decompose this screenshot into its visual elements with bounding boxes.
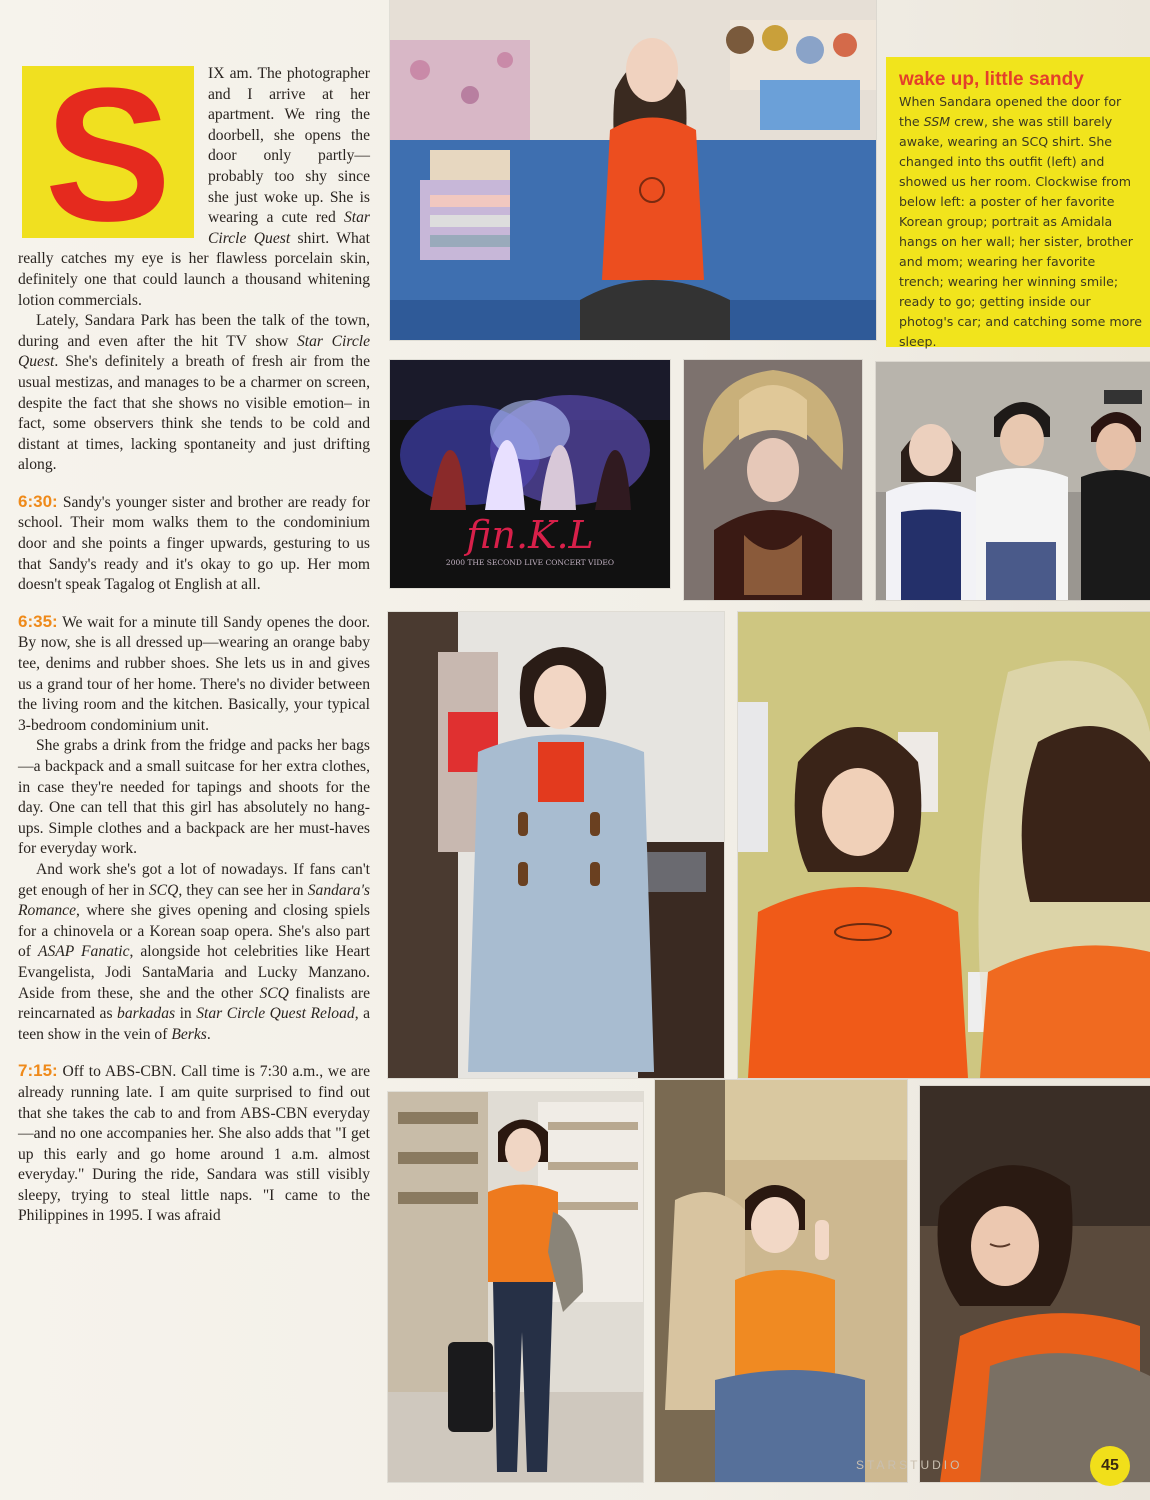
page-number: 45 <box>1090 1446 1130 1486</box>
paragraph-630: 6:30: Sandy's younger sister and brother are ready for school. Their mom walks them to the condominium door and she points a finger upwards, gesturing to us that Sandy's ready and it's okay to go up. Her mom doesn't speak Tagalog ot English at all. <box>18 491 370 594</box>
poster-subtitle: 2000 THE SECOND LIVE CONCERT VIDEO <box>445 558 615 567</box>
timestamp-630: 6:30: <box>18 491 58 511</box>
photo-family <box>876 362 1150 600</box>
paragraph-lately: Lately, Sandara Park has been the talk of the town, during and even after the hit TV show Star Circle Quest. She's definitely a breath of fresh air from the usual mestizas, and manages to be a charmer on screen, despite the fact that she shows no visible emotion– in fact, some observers think she tends to be cold and distant at times, lacking spontaneity and just drifting along. <box>18 312 370 474</box>
drop-cap <box>22 49 194 261</box>
photo-amidala-portrait <box>684 360 862 600</box>
photo-trench-coat <box>388 612 724 1078</box>
poster-title: fin.K.L <box>466 513 594 557</box>
article-body <box>18 49 371 1227</box>
photo-concert-poster <box>390 360 670 588</box>
timestamp-715: 7:15: <box>18 1061 58 1081</box>
caption-text: When Sandara opened the door for the SSM crew, she was still barely awake, wearing an SCQ shirt. She changed into ths outfit (left) and showed us her room. Clockwise from below left: a poster of her favorite Korean group; portrait as Amidala hangs on her wall; her sister, brother and mom; wearing her favorite trench; wearing her winning smile; ready to go; getting inside our photog's car; and catching some more sleep. <box>899 94 1142 349</box>
photo-ready-to-go <box>388 1092 643 1482</box>
caption-box <box>886 57 1150 347</box>
drop-cap-letter: S <box>44 49 172 261</box>
paragraph-intro: IX am. The photographer and I arrive at her apartment. We ring the doorbell, she opens the door only partly—probably too shy since she just woke up. She is wearing a cute red Star Circle Quest shirt. What really catches my eye is her flawless porcelain skin, definitely one that could launch a thousand whitening lotion commercials. <box>18 65 370 309</box>
caption-title: wake up, little sandy <box>899 69 1084 90</box>
photo-sleeping <box>920 1086 1150 1482</box>
photo-bedroom <box>390 0 876 340</box>
paragraph-drink: She grabs a drink from the fridge and packs her bags—a backpack and a small suitcase for her extra clothes, in case they're needed for tapings and shoots for the day. One can tell that this girl has absolutely no hang-ups. Simple clothes and a backpack are her must-haves for everyday work. <box>18 737 370 858</box>
paragraph-work: And work she's got a lot of nowadays. If fans can't get enough of her in SCQ, they can see her in Sandara's Romance, where she gives opening and closing spiels for a chinovela or a Korean soap opera. She's also part of ASAP Fanatic, alongside hot celebrities like Heart Evangelista, Jodi SantaMaria and Lucky Manzano. Aside from these, she and the other SCQ finalists are reincarnated as barkadas in Star Circle Quest Reload, a teen show in the vein of Berks. <box>18 860 371 1043</box>
paragraph-715: 7:15: Off to ABS-CBN. Call time is 7:30 a.m., we are already running late. I am quite surprised to find out that she takes the cab to and from ABS-CBN everyday—and no one accompanies her. She also adds that "I get up this early and go home around 1 a.m. almost everyday." During the ride, Sandara was still visibly sleepy, trying to steal little naps. "I came to the Philippines in 1995. I was afraid <box>18 1061 370 1225</box>
timestamp-635: 6:35: <box>18 611 58 631</box>
photo-mirror-smile <box>738 612 1150 1078</box>
folio-text: STARSTUDIO <box>856 1458 963 1472</box>
paragraph-635: 6:35: We wait for a minute till Sandy openes the door. By now, she is all dressed up—wearing an orange baby tee, denims and rubber shoes. She lets us in and gives us a grand tour of her home. There's no divider between the living room and the kitchen. Basically, your typical 3-bedroom condominium unit. <box>18 611 370 734</box>
photo-in-car <box>655 1080 907 1482</box>
